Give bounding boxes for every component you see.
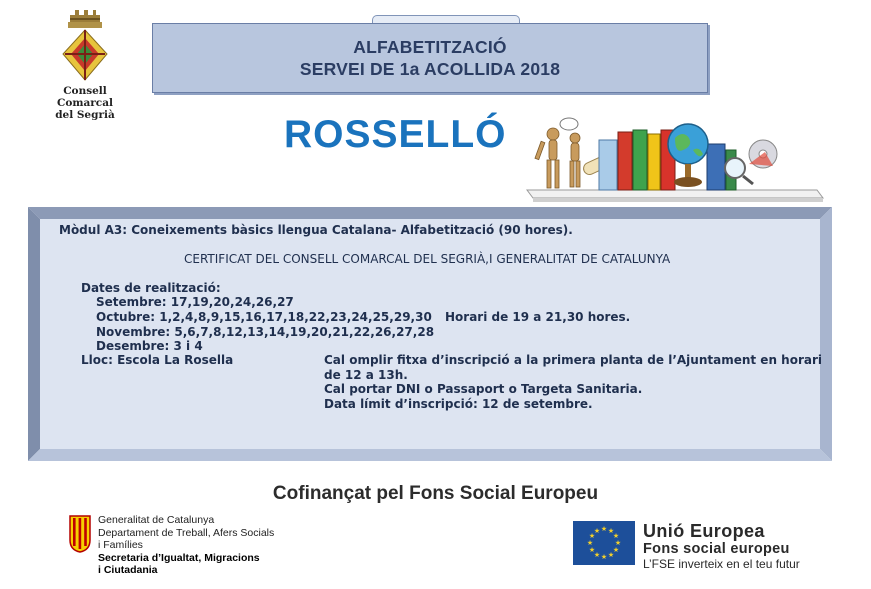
dates-month: Novembre: (96, 325, 171, 339)
generalitat-text (98, 514, 274, 577)
eu-line3: L’FSE inverteix en el teu futur (643, 557, 800, 571)
generalitat-emblem-icon (68, 514, 92, 554)
dates-days: 1,2,4,8,9,15,16,17,18,22,23,24,25,29,30 (159, 310, 432, 324)
eu-text (643, 521, 800, 571)
banner-subtitle: SERVEI DE 1a ACOLLIDA 2018 (299, 59, 561, 79)
eu-line1: Unió Europea (643, 521, 765, 541)
schedule-text: Horari de 19 a 21,30 hores. (444, 310, 631, 324)
svg-text:★: ★ (607, 551, 615, 559)
generalitat-line: i Famílies (98, 539, 143, 551)
town-title: ROSSELLÓ (284, 113, 507, 156)
eu-logo (573, 521, 833, 571)
generalitat-logo (68, 513, 275, 583)
svg-text:★: ★ (607, 527, 615, 535)
title-banner (152, 23, 708, 93)
generalitat-line: Secretaria d’Igualtat, Migracions (98, 551, 260, 564)
consell-comarcal-logo (40, 8, 130, 121)
place-text: Lloc: Escola La Rosella (81, 353, 234, 367)
svg-text:★: ★ (588, 546, 596, 554)
coat-of-arms-icon (61, 8, 109, 83)
dates-row (96, 339, 203, 354)
logo-text-line1: Consell Comarcal (57, 85, 113, 109)
certificate-text: CERTIFICAT DEL CONSELL COMARCAL DEL SEGRIÀ,I GENERALITAT DE CATALUNYA (184, 252, 671, 266)
dates-month: Desembre: (96, 339, 170, 353)
dates-month: Setembre: (96, 295, 167, 309)
note-line: de 12 a 13h. (324, 368, 408, 382)
dates-row (96, 325, 434, 340)
eu-flag-icon (573, 521, 635, 565)
dates-month: Octubre: (96, 310, 156, 324)
info-panel (40, 220, 820, 448)
dates-days: 5,6,7,8,12,13,14,19,20,21,22,26,27,28 (174, 325, 435, 339)
svg-text:★: ★ (612, 532, 620, 540)
logo-text-line2: del Segrià (55, 109, 115, 121)
dates-label: Dates de realització: (81, 281, 221, 295)
module-title: Mòdul A3: Coneixements bàsics llengua Catalana- Alfabetització (90 hores). (59, 223, 573, 237)
generalitat-line: Departament de Treball, Afers Socials (98, 526, 275, 539)
note-line: Cal portar DNI o Passaport o Targeta Sanitaria. (324, 382, 643, 396)
cofinancing-text: Cofinançat pel Fons Social Europeu (272, 483, 599, 504)
note-line: Cal omplir fitxa d’inscripció a la primera planta de l’Ajuntament en horari (324, 353, 822, 367)
books-globe-illustration (525, 114, 825, 206)
dates-days: 17,19,20,24,26,27 (170, 295, 294, 309)
eu-line2: Fons social europeu (643, 541, 790, 557)
svg-text:★: ★ (588, 532, 596, 540)
dates-days: 3 i 4 (173, 339, 203, 353)
dates-row (96, 295, 294, 310)
svg-text:★: ★ (593, 551, 601, 559)
banner-title: ALFABETITZACIÓ (353, 37, 507, 57)
svg-text:★: ★ (586, 539, 594, 547)
svg-text:★: ★ (600, 525, 608, 533)
svg-text:★: ★ (614, 539, 622, 547)
generalitat-line: Generalitat de Catalunya (98, 514, 215, 526)
dates-row (96, 310, 630, 325)
svg-text:★: ★ (600, 553, 608, 561)
svg-text:★: ★ (612, 546, 620, 554)
note-line: Data límit d’inscripció: 12 de setembre. (324, 397, 593, 411)
svg-text:★: ★ (593, 527, 601, 535)
generalitat-line: i Ciutadania (98, 564, 158, 576)
